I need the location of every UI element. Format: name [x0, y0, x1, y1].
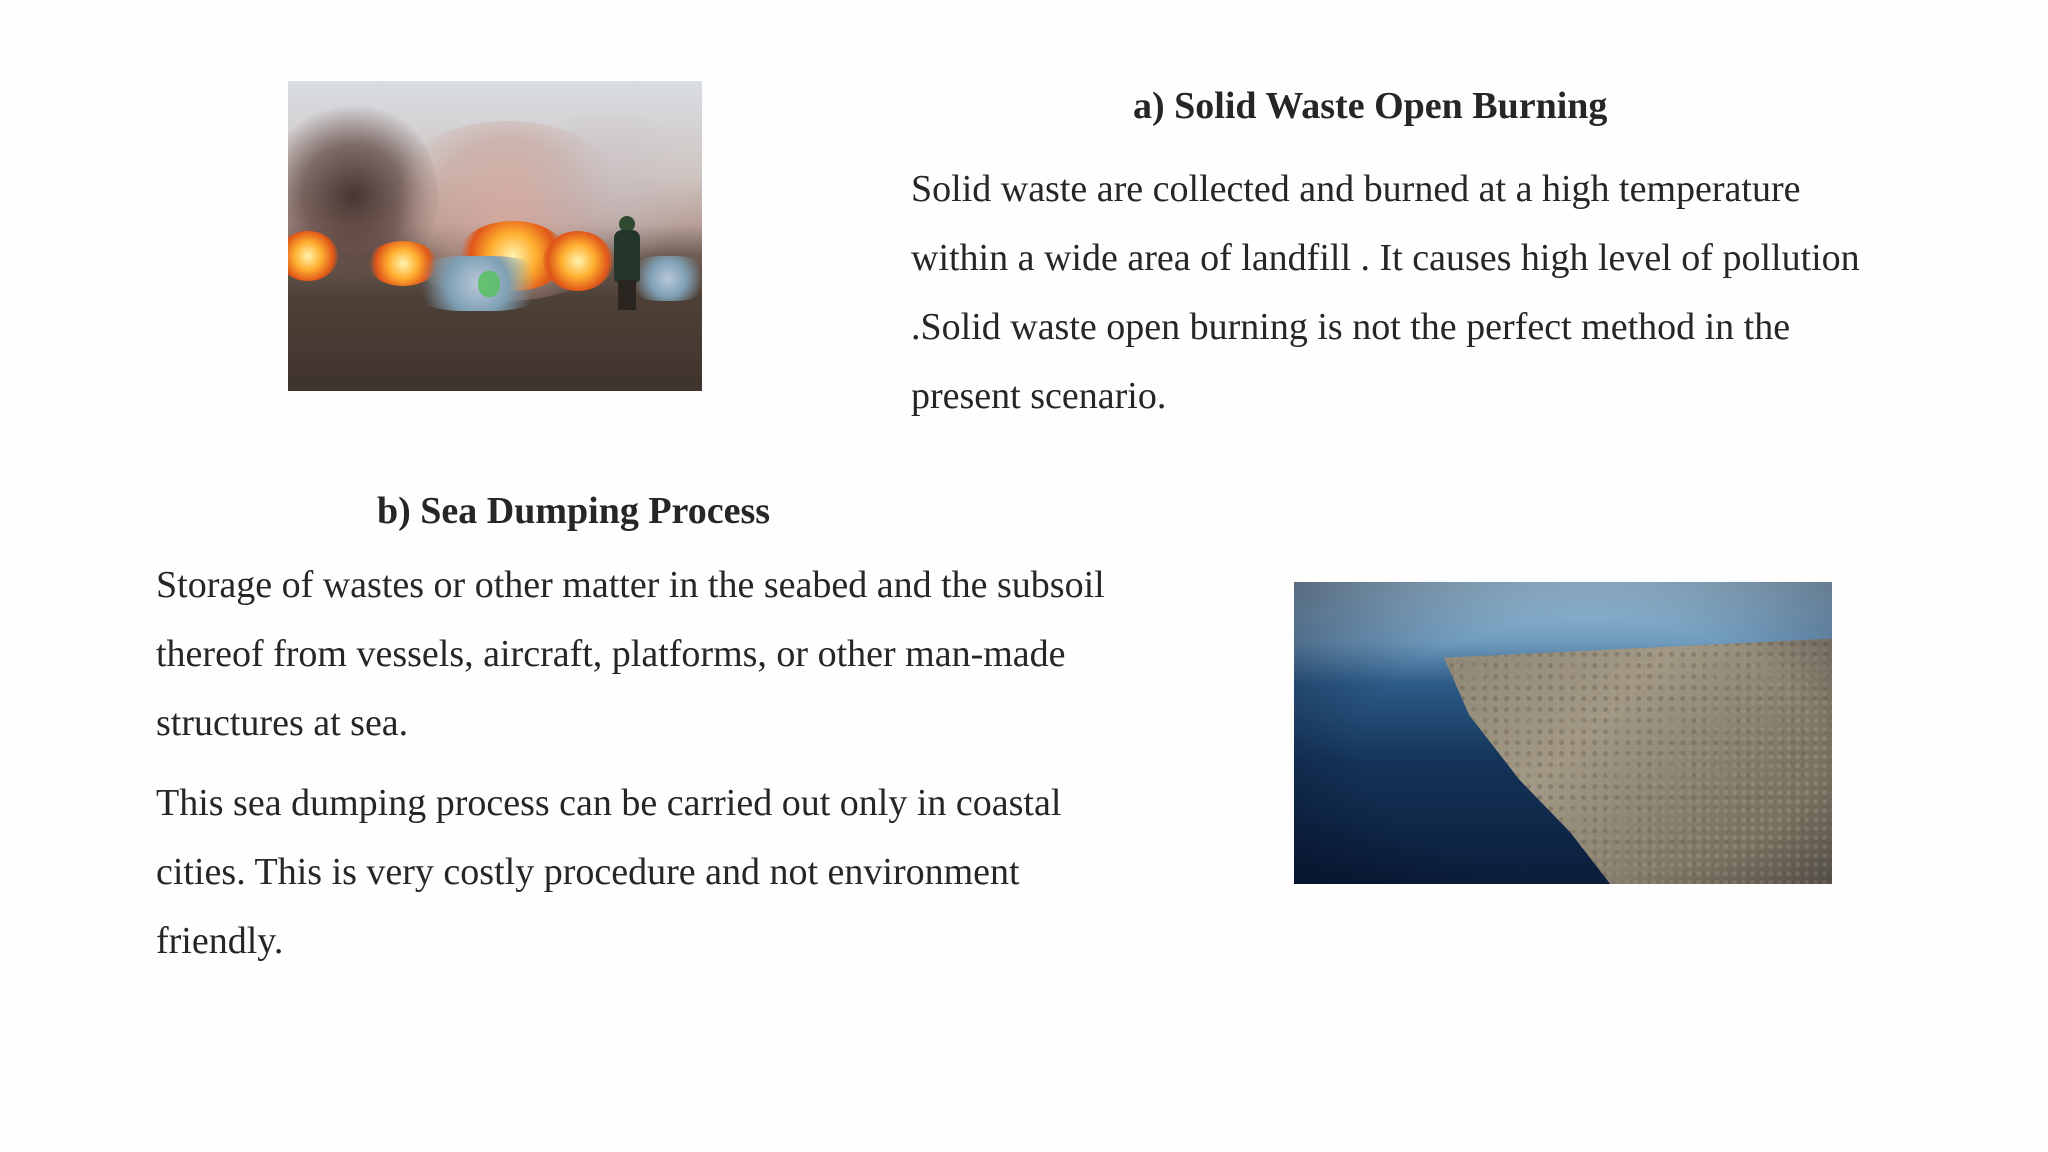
paragraph-line: structures at sea.	[156, 702, 409, 744]
section-a-heading: a) Solid Waste Open Burning	[1133, 85, 1608, 127]
paragraph-line: .Solid waste open burning is not the perfect method in the	[911, 306, 1791, 348]
section-b-heading: b) Sea Dumping Process	[377, 490, 771, 532]
paragraph-line: This sea dumping process can be carried out only in coastal	[156, 782, 1062, 824]
waste-item	[478, 271, 500, 297]
paragraph-line: Solid waste are collected and burned at a high temperature	[911, 168, 1801, 210]
fire-flame	[543, 231, 613, 291]
paragraph-line: Storage of wastes or other matter in the seabed and the subsoil	[156, 564, 1105, 606]
sea-dumping-photo	[1294, 582, 1832, 884]
paragraph-line: cities. This is very costly procedure and not environment	[156, 851, 1020, 893]
paragraph-line: within a wide area of landfill . It causes high level of pollution	[911, 237, 1860, 279]
paragraph-line: thereof from vessels, aircraft, platforms, or other man-made	[156, 633, 1066, 675]
person-figure	[614, 216, 640, 311]
section-b-paragraph-2	[156, 769, 1061, 976]
section-a-paragraph	[911, 155, 1860, 431]
waste-burning-photo	[288, 81, 702, 391]
paragraph-line: friendly.	[156, 920, 284, 962]
section-b-paragraph-1	[156, 551, 1105, 758]
paragraph-line: present scenario.	[911, 375, 1167, 417]
